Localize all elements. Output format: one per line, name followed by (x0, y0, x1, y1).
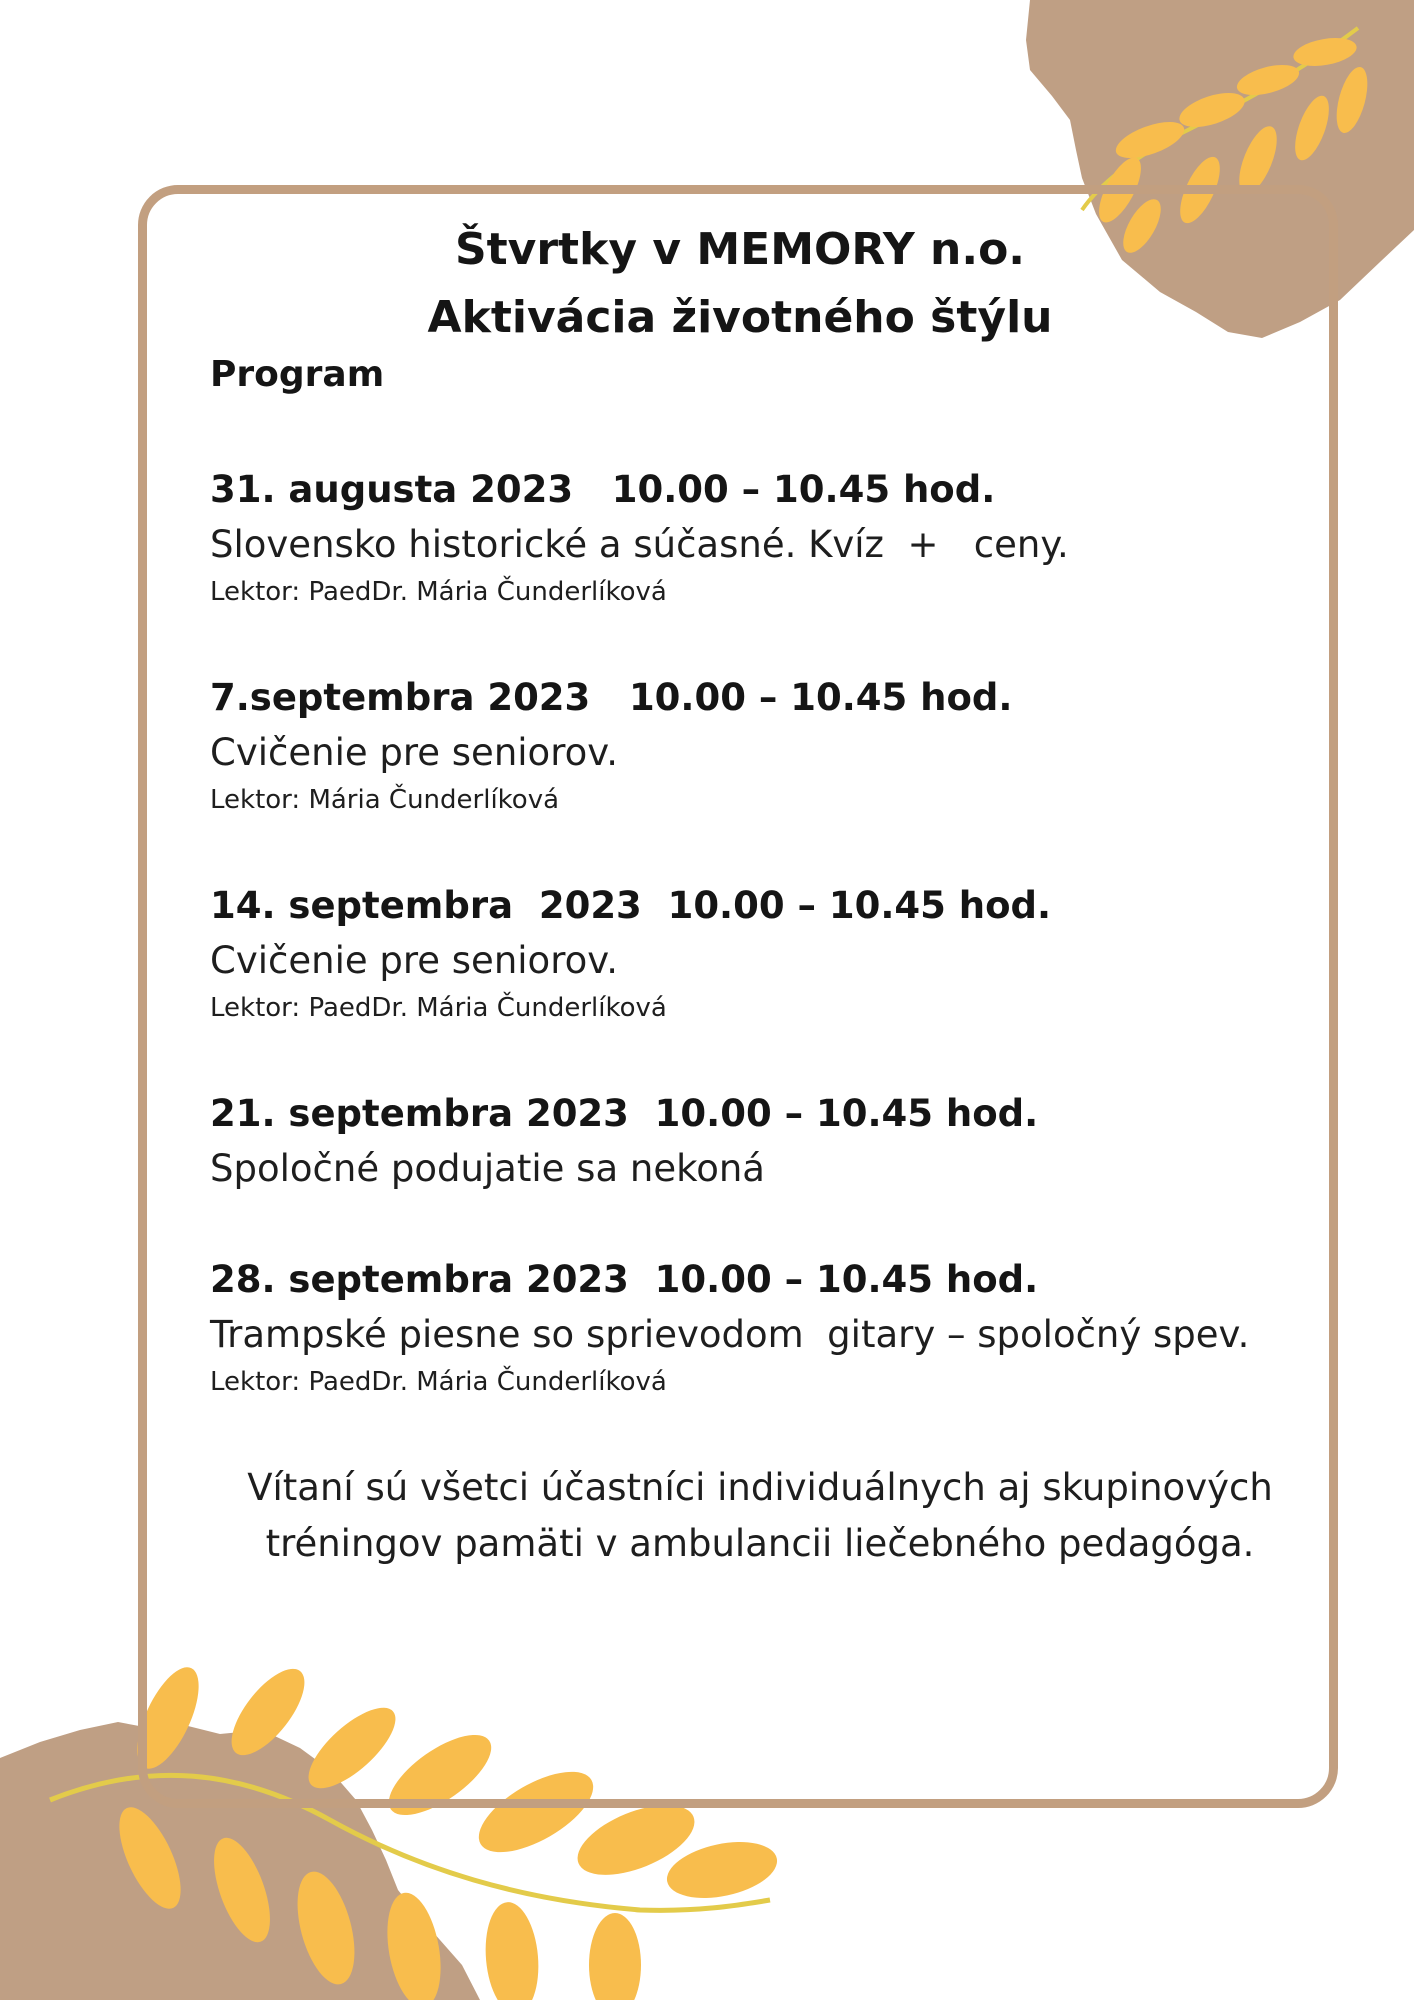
program-event (210, 1252, 1340, 1402)
event-date: 21. septembra 2023 10.00 – 10.45 hod. (210, 1092, 1039, 1135)
event-date: 7.septembra 2023 10.00 – 10.45 hod. (210, 676, 1013, 719)
event-title: Cvičenie pre seniorov. (210, 731, 619, 774)
event-lector: Lektor: PaedDr. Mária Čunderlíková (210, 993, 667, 1023)
event-date: 28. septembra 2023 10.00 – 10.45 hod. (210, 1258, 1039, 1301)
program-event (210, 462, 1340, 612)
event-lector: Lektor: PaedDr. Mária Čunderlíková (210, 1367, 667, 1397)
page-title: Štvrtky v MEMORY n.o. (454, 224, 1026, 275)
program-event (210, 1086, 1340, 1196)
event-title: Spoločné podujatie sa nekoná (210, 1147, 765, 1190)
welcome-note (170, 1460, 1350, 1572)
program-event (210, 878, 1340, 1028)
program-event (210, 670, 1340, 820)
program-heading: Program (210, 354, 385, 395)
event-title: Trampské piesne so sprievodom gitary – spoločný spev. (210, 1313, 1250, 1356)
welcome-line: tréningov pamäti v ambulancii liečebného pedagóga. (265, 1522, 1255, 1565)
page-subtitle: Aktivácia životného štýlu (427, 292, 1053, 343)
event-title: Cvičenie pre seniorov. (210, 939, 619, 982)
event-lector: Lektor: Mária Čunderlíková (210, 785, 560, 815)
welcome-line: Vítaní sú všetci účastníci individuálnych aj skupinových (247, 1466, 1273, 1509)
event-lector: Lektor: PaedDr. Mária Čunderlíková (210, 577, 667, 607)
event-date: 31. augusta 2023 10.00 – 10.45 hod. (210, 468, 996, 511)
event-date: 14. septembra 2023 10.00 – 10.45 hod. (210, 884, 1052, 927)
event-title: Slovensko historické a súčasné. Kvíz + ceny. (210, 523, 1069, 566)
